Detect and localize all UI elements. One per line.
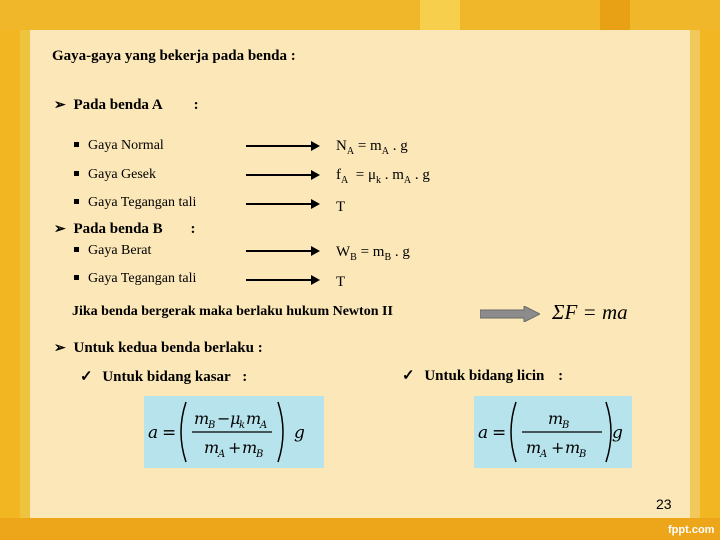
svg-text:m: m (526, 438, 542, 457)
arrow-right-icon (246, 145, 318, 147)
svg-text:μ: μ (230, 409, 241, 428)
svg-text:m: m (548, 409, 564, 428)
newton-text: Jika benda bergerak maka berlaku hukum Newton II (72, 304, 393, 319)
svg-text:k: k (239, 420, 246, 431)
item-a-1: Gaya Gesek (74, 167, 156, 183)
svg-text:m: m (565, 438, 581, 457)
svg-text:A: A (218, 449, 226, 460)
svg-text:−: − (217, 409, 231, 428)
formula-tegangan-b: T (336, 274, 346, 290)
section-a-heading: ➢ Pada benda A : (54, 97, 199, 113)
square-bullet-icon (74, 247, 79, 252)
svg-text:m: m (242, 438, 258, 457)
arrow-bullet-icon: ➢ (54, 222, 66, 237)
square-bullet-icon (74, 275, 79, 280)
svg-text:=: = (492, 423, 507, 443)
svg-text:a: a (148, 423, 159, 443)
formula-smooth (474, 396, 632, 468)
svg-text:B: B (562, 420, 570, 431)
svg-text:B: B (256, 449, 264, 460)
square-bullet-icon (74, 171, 79, 176)
svg-text:+: + (551, 438, 565, 457)
smooth-heading: ✓ Untuk bidang licin : (402, 368, 564, 384)
svg-text:m: m (246, 409, 262, 428)
formula-gesek: $f_A = \mu_k$ . $m_A$ . g (336, 167, 430, 186)
svg-text:B: B (579, 449, 587, 460)
formula-normal: $N_A = m_A$ . g (336, 138, 408, 157)
check-icon: ✓ (80, 369, 93, 385)
arrow-right-icon (246, 203, 318, 205)
check-icon: ✓ (402, 368, 415, 384)
slide-title: Gaya-gaya yang bekerja pada benda : (52, 48, 296, 64)
arrow-right-icon (246, 174, 318, 176)
square-bullet-icon (74, 142, 79, 147)
svg-text:A: A (260, 420, 268, 431)
svg-text:B: B (208, 420, 216, 431)
page-number: 23 (656, 496, 672, 512)
svg-text:g: g (612, 423, 623, 443)
newton-formula: ΣF = ma (552, 300, 628, 324)
formula-berat: $W_B = m_B$ . g (336, 244, 410, 263)
section-b-heading: ➢ Pada benda B : (54, 221, 196, 237)
item-a-2: Gaya Tegangan tali (74, 195, 196, 211)
rough-heading: ✓ Untuk bidang kasar : (80, 369, 248, 385)
square-bullet-icon (74, 199, 79, 204)
item-b-0: Gaya Berat (74, 243, 151, 259)
item-b-1: Gaya Tegangan tali (74, 271, 196, 287)
footer-logo: fppt.com (668, 524, 715, 536)
svg-text:a: a (478, 423, 489, 443)
svg-text:A: A (540, 449, 548, 460)
block-arrow-icon (480, 306, 540, 322)
svg-text:g: g (294, 423, 305, 443)
arrow-bullet-icon: ➢ (54, 341, 66, 356)
formula-tegangan-a: T (336, 199, 346, 215)
svg-text:m: m (194, 409, 210, 428)
formula-rough (144, 396, 324, 468)
arrow-right-icon (246, 279, 318, 281)
svg-text:=: = (162, 423, 177, 443)
arrow-right-icon (246, 250, 318, 252)
both-heading: ➢ Untuk kedua benda berlaku : (54, 340, 263, 356)
svg-text:m: m (204, 438, 220, 457)
arrow-bullet-icon: ➢ (54, 98, 66, 113)
item-a-0: Gaya Normal (74, 138, 164, 154)
svg-text:+: + (228, 438, 242, 457)
